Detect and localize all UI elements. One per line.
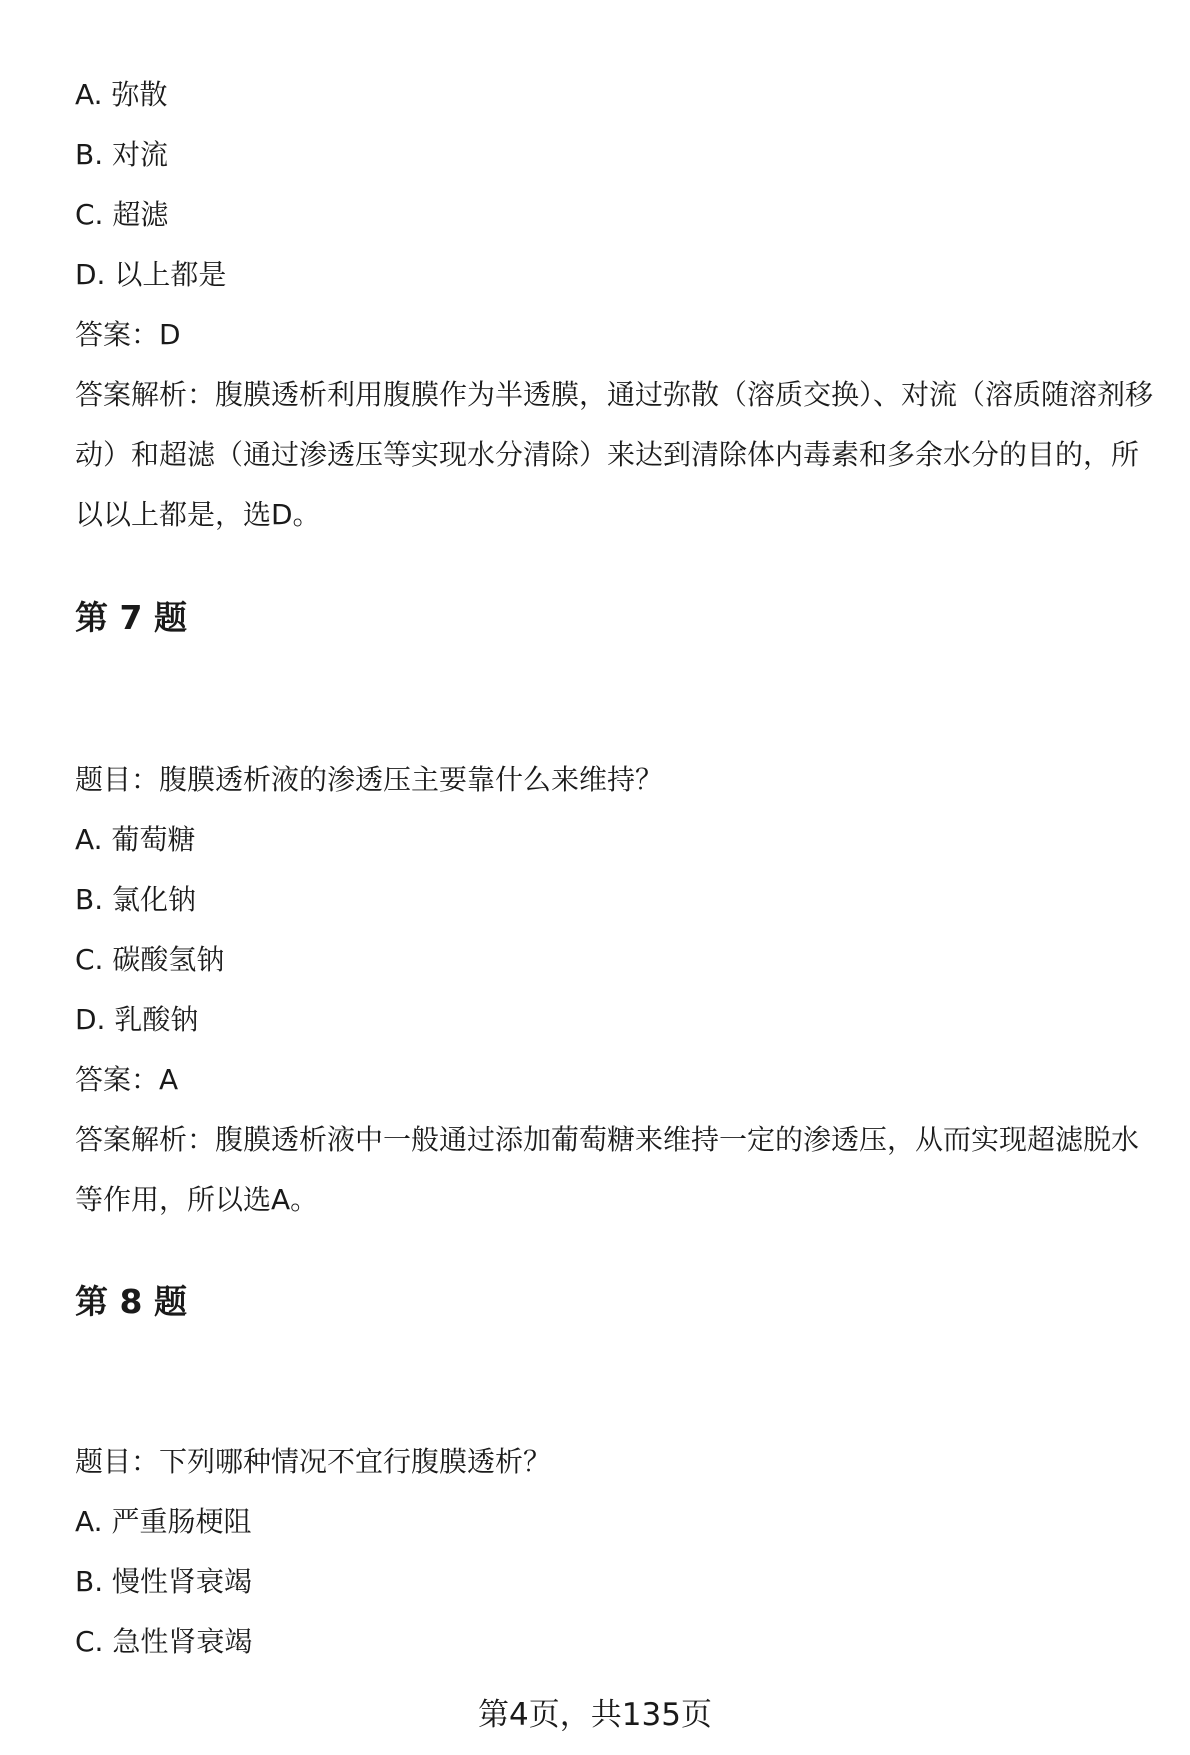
q7-option-a: A. 葡萄糖 [75, 823, 196, 856]
q6-option-c: C. 超滤 [75, 198, 169, 231]
q7-option-c: C. 碳酸氢钠 [75, 943, 225, 976]
q7-option-b: B. 氯化钠 [75, 883, 197, 916]
q6-analysis: 答案解析：腹膜透析利用腹膜作为半透膜，通过弥散（溶质交换）、对流（溶质随溶剂移动）和超滤（通过渗透压等实现水分清除）来达到清除体内毒素和多余水分的目的，所以以上都是，选D。 [75, 378, 1154, 531]
q7-analysis: 答案解析：腹膜透析液中一般通过添加葡萄糖来维持一定的渗透压，从而实现超滤脱水等作用，所以选A。 [75, 1123, 1140, 1216]
q8-question: 题目：下列哪种情况不宜行腹膜透析？ [75, 1445, 552, 1478]
q8-option-c: C. 急性肾衰竭 [75, 1625, 253, 1658]
q7-heading: 第 7 题 [75, 598, 187, 637]
q7-answer: 答案：A [75, 1063, 179, 1096]
page-number: 第4页，共135页 [478, 1697, 712, 1733]
q6-option-b: B. 对流 [75, 138, 169, 171]
q6-answer: 答案：D [75, 318, 181, 351]
q8-heading: 第 8 题 [75, 1282, 187, 1321]
q8-option-b: B. 慢性肾衰竭 [75, 1565, 253, 1598]
q6-option-d: D. 以上都是 [75, 258, 227, 291]
q8-option-a: A. 严重肠梗阻 [75, 1505, 252, 1538]
q7-option-d: D. 乳酸钠 [75, 1003, 199, 1036]
q6-option-a: A. 弥散 [75, 78, 168, 111]
q7-question: 题目：腹膜透析液的渗透压主要靠什么来维持？ [75, 763, 664, 796]
